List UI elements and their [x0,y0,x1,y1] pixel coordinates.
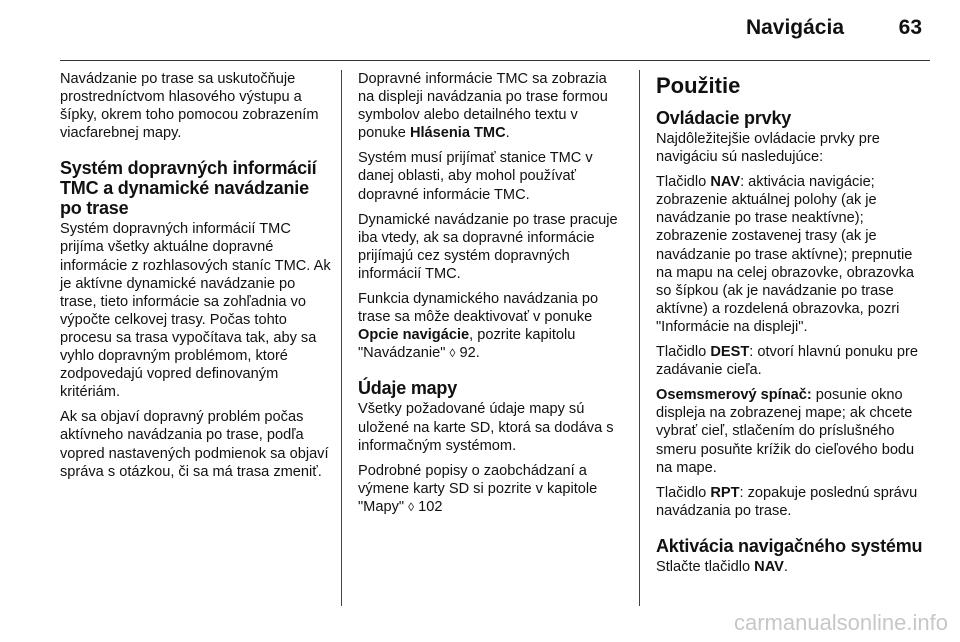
text: : zopakuje poslednú správu navádzania po trase. [656,484,918,519]
column-divider-1 [341,70,342,606]
paragraph-dynamic-guidance: Dynamické navádzanie po trase pracuje iba vtedy, ak sa dopravné informácie prijímajú cez systém dopravných informácií TMC. [358,211,618,282]
heading-map-data: Údaje mapy [358,378,458,399]
paragraph-sd-card [358,462,626,516]
heading-use: Použitie [656,73,741,98]
menu-name-options: Opcie navigácie [358,327,470,344]
text: Tlačidlo [656,484,711,501]
heading-tmc: Systém dopravných informácií TMC a dynamické navádzanie po trase [60,158,317,219]
paragraph-tmc-display [358,70,626,142]
paragraph-intro: Navádzanie po trase sa uskutočňuje prostredníctvom hlasového výstupu a šípky, okrem toho pomocou zobrazením viacfarebnej mapy. [60,71,319,142]
text: Stlačte tlačidlo [656,558,755,575]
text: Tlačidlo [656,344,711,361]
page-ref: 102 [414,498,443,515]
paragraph-deactivate [358,290,626,362]
paragraph-traffic-problem: Ak sa objaví dopravný problém počas aktívneho navádzania po trase, podľa vopred nastavených podmienok sa objaví správa s otázkou, či sa má trasa zmeniť. [60,409,329,480]
text: : otvorí hlavnú ponuku pre zadávanie cieľa. [656,344,919,379]
paragraph-tmc-reception: Systém musí prijímať stanice TMC v danej oblasti, aby mohol používať dopravné informácie TMC. [358,150,593,203]
text: Funkcia dynamického navádzania po trase sa môže deaktivovať v ponuke [358,291,599,326]
key-dest: DEST [710,344,750,361]
text: . [783,558,788,575]
column-3 [656,70,924,583]
text: posunie okno displeja na zobrazenej mape; ak chcete vybrať cieľ, stlačením do príslušného smeru posuňte krížik do cieľového bodu na mape. [656,387,915,476]
heading-activate-navigation: Aktivácia navigačného systému [656,535,923,556]
header-divider [60,60,930,61]
key-nav: NAV [754,558,784,575]
text: Podrobné popisy o zaobchádzaní a výmene karty SD si pozrite v kapitole "Mapy" [358,462,598,515]
key-rpt: RPT [710,484,740,501]
paragraph-controls-intro: Najdôležitejšie ovládacie prvky pre navigáciu sú nasledujúce: [656,131,880,166]
page-ref-icon: ◊ [408,499,415,514]
column-1 [60,70,332,488]
page-ref-icon: ◊ [449,346,456,361]
text: : aktivácia navigácie; zobrazenie aktuálnej polohy (ak je navádzanie po trase neaktívne); zobrazenie zostavenej trasy (ak je navádzanie po trase aktívne); prepnutie na mapu na celej obrazovke, obrazovka so šípkou (ak je navádzanie po trase aktívne) a rozdelená obrazovka, pozri "Informácie na displeji". [656,174,914,335]
key-eight-way: Osemsmerový spínač: [656,387,812,404]
text: . [505,125,510,142]
paragraph-dest-button [656,343,924,379]
key-nav: NAV [710,174,741,191]
paragraph-nav-button [656,173,924,336]
paragraph-eight-way-switch [656,386,924,476]
column-divider-2 [639,70,640,606]
watermark: carmanualsonline.info [733,610,948,635]
heading-controls: Ovládacie prvky [656,108,792,128]
paragraph-map-data: Všetky požadované údaje mapy sú uložené na karte SD, ktorá sa dodáva s informačným systémom. [358,401,614,454]
text: Tlačidlo [656,174,711,191]
page-ref: 92. [455,345,480,362]
paragraph-tmc-system: Systém dopravných informácií TMC prijíma všetky aktuálne dopravné informácie z rozhlasových staníc TMC. Ak je aktívne dynamické navádzanie po trase, tieto informácie sa zohľadnia vo výpočte celkovej trasy. Počas tohto procesu sa trasa vypočítava tak, aby sa vyhlo dopravným problémom, ktoré zodpovedajú vopred definovaným kritériám. [60,221,331,401]
column-2 [358,70,626,523]
menu-name-tmc: Hlásenia TMC [409,125,506,142]
text: Dopravné informácie TMC sa zobrazia na displeji navádzania po trase formou symbolov alebo detailného textu v ponuke [358,71,608,142]
page-number: 63 [898,16,922,39]
page-title: Navigácia [745,16,844,39]
paragraph-press-nav [656,558,924,576]
page-header [0,0,960,62]
paragraph-rpt-button [656,484,924,520]
text: , pozrite kapitolu "Navádzanie" [358,327,576,362]
